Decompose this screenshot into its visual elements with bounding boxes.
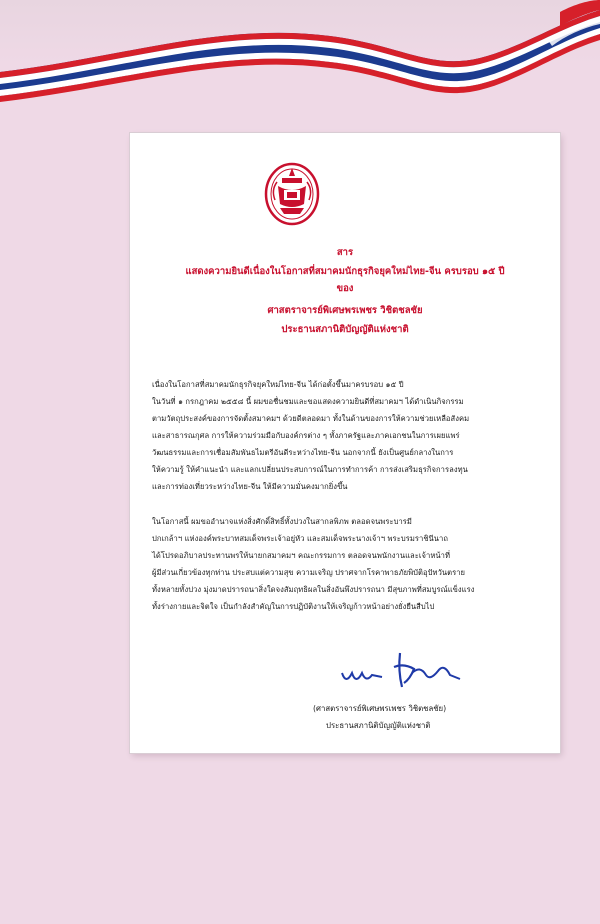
body-line: ให้ความรู้ ให้คำแนะนำ และแลกเปลี่ยนประสบการณ์ในการทำการค้า การส่งเสริมธุรกิจการลงทุน bbox=[152, 465, 468, 474]
body-line: ทั้งหลายทั้งปวง มุ่งมาดปรารถนาสิ่งใดจงสัมฤทธิผลในสิ่งอันพึงปรารถนา มีสุขภาพที่สมบูรณ์แข็งแรง bbox=[152, 585, 475, 594]
thai-flag-ribbon bbox=[0, 0, 600, 110]
signed-name: (ศาสตราจารย์พิเศษพรเพชร วิชิตชลชัย) bbox=[313, 704, 447, 713]
body-line: และการท่องเที่ยวระหว่างไทย-จีน ให้มีความมั่นคงมากยิ่งขึ้น bbox=[152, 482, 348, 491]
author-name: ศาสตราจารย์พิเศษพรเพชร วิชิตชลชัย bbox=[267, 305, 423, 316]
body-line: ผู้มีส่วนเกี่ยวข้องทุกท่าน ประสบแต่ความสุข ความเจริญ ปราศจากโรคาพาธภัยพิบัติอุปัทวันตราย bbox=[152, 568, 466, 577]
body-line: เนื่องในโอกาสที่สมาคมนักธุรกิจยุคใหม่ไทย-จีน ได้ก่อตั้งขึ้นมาครบรอบ ๑๕ ปี bbox=[152, 380, 404, 389]
body-line: วัฒนธรรมและการเชื่อมสัมพันธไมตรีอันดีระหว่างไทย-จีน นอกจากนี้ ยังเป็นศูนย์กลางในการ bbox=[152, 448, 454, 457]
body-line: ในโอกาสนี้ ผมขออำนาจแห่งสิ่งศักดิ์สิทธิ์ทั้งปวงในสากลพิภพ ตลอดจนพระบารมี bbox=[152, 517, 412, 526]
letter-heading: สาร bbox=[336, 247, 354, 258]
signed-title: ประธานสภานิติบัญญัติแห่งชาติ bbox=[326, 721, 431, 730]
parliament-seal-icon bbox=[263, 160, 321, 226]
letter-of: ของ bbox=[336, 283, 354, 294]
body-line: ได้โปรดอภิบาลประทานพรให้นายกสมาคมฯ คณะกรรมการ ตลอดจนพนักงานและเจ้าหน้าที่ bbox=[152, 551, 451, 560]
handwritten-signature bbox=[338, 645, 478, 693]
body-line: ในวันที่ ๑ กรกฎาคม ๒๕๕๘ นี้ ผมขอชื่นชมและขอแสดงความยินดีที่สมาคมฯ ได้ดำเนินกิจกรรม bbox=[152, 397, 464, 406]
letter-subject: แสดงความยินดีเนื่องในโอกาสที่สมาคมนักธุรกิจยุคใหม่ไทย-จีน ครบรอบ ๑๕ ปี bbox=[185, 266, 505, 277]
author-title: ประธานสภานิติบัญญัติแห่งชาติ bbox=[281, 324, 409, 335]
body-line: ปกเกล้าฯ แห่งองค์พระบาทสมเด็จพระเจ้าอยู่หัว และสมเด็จพระนางเจ้าฯ พระบรมราชินีนาถ bbox=[152, 534, 448, 543]
body-line: ทั้งร่างกายและจิตใจ เป็นกำลังสำคัญในการปฏิบัติงานให้เจริญก้าวหน้าอย่างยั่งยืนสืบไป bbox=[152, 602, 435, 611]
body-line: ตามวัตถุประสงค์ของการจัดตั้งสมาคมฯ ด้วยดีตลอดมา ทั้งในด้านของการให้ความช่วยเหลือสังคม bbox=[152, 414, 470, 423]
body-line: และสาธารณกุศล การให้ความร่วมมือกับองค์กรต่าง ๆ ทั้งภาครัฐและภาคเอกชนในการเผยแพร่ bbox=[152, 431, 460, 440]
